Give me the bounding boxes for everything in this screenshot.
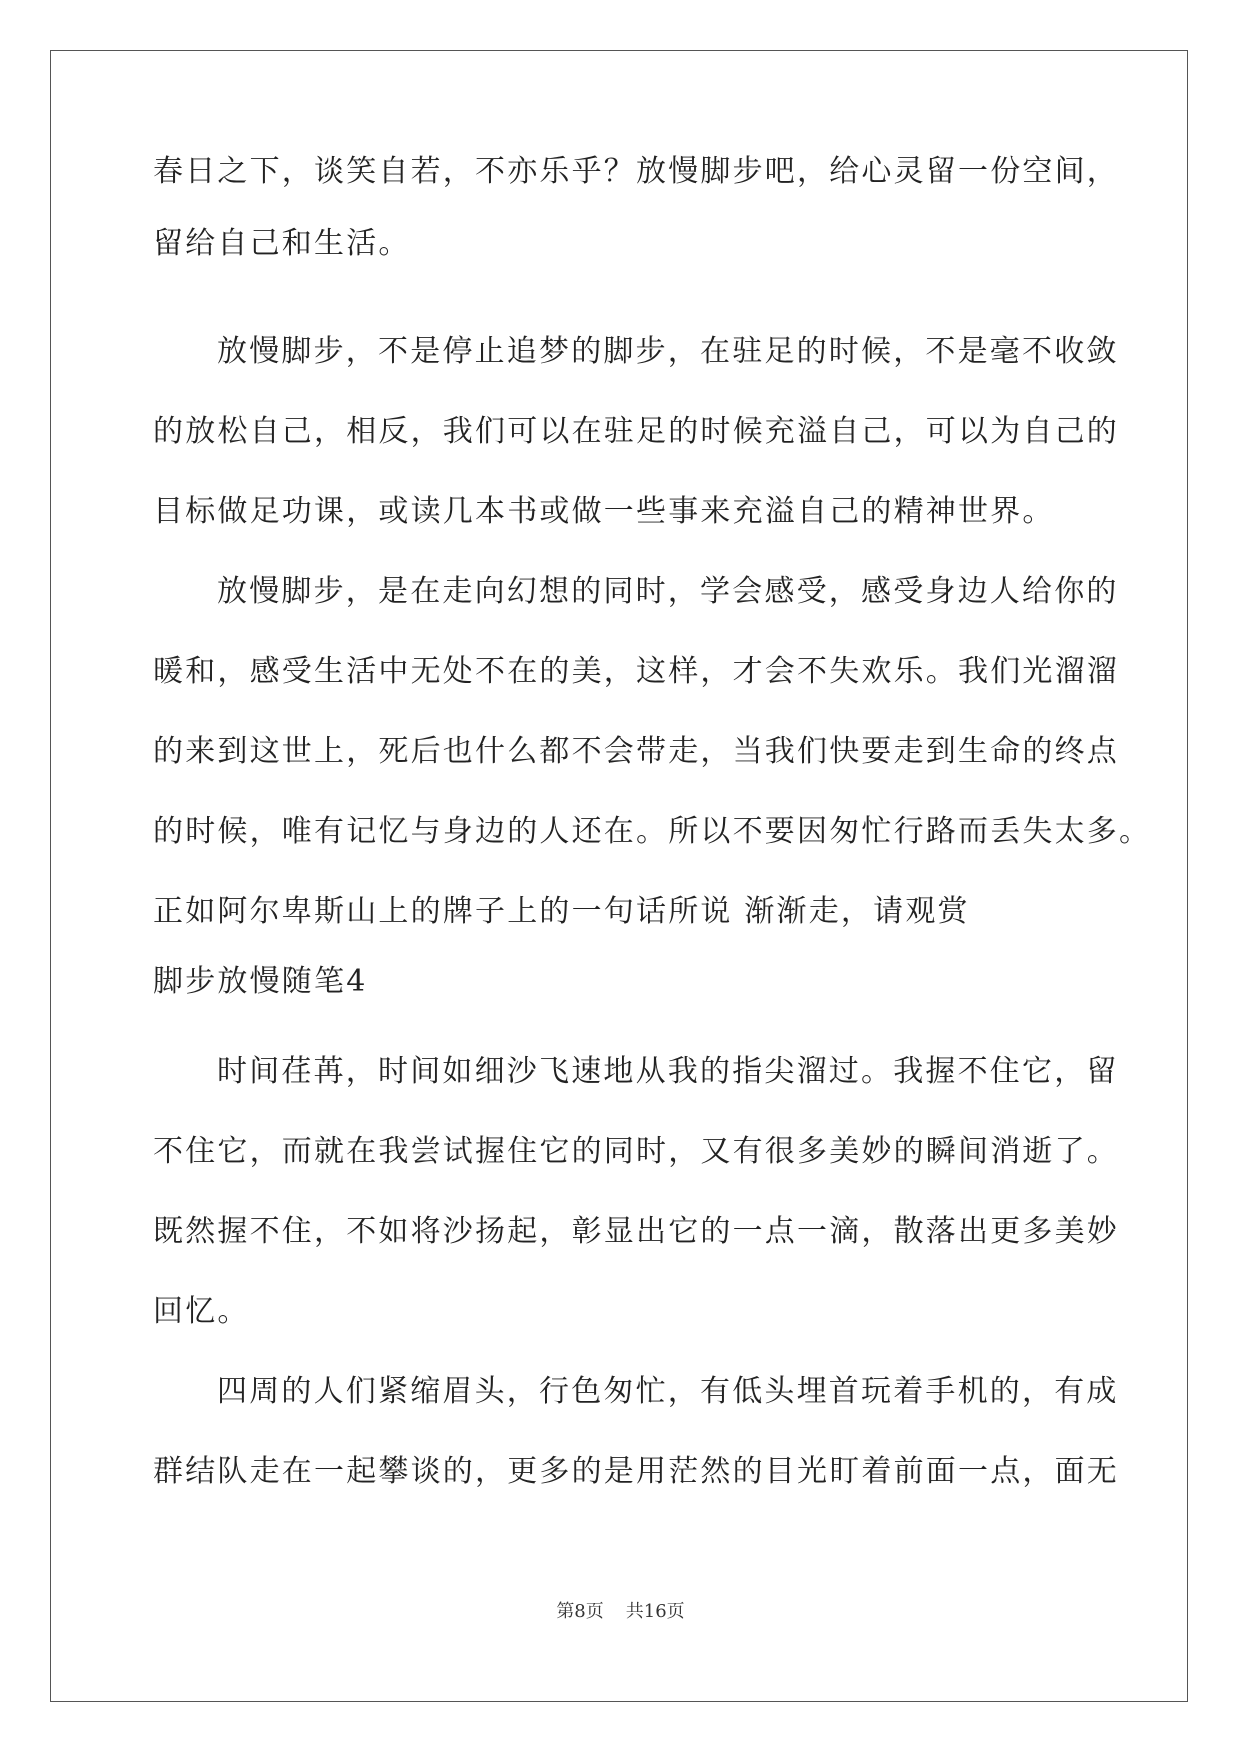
text-line: 留给自己和生活。 <box>153 226 411 261</box>
text-line: 既然握不住，不如将沙扬起，彰显出它的一点一滴，散落出更多美妙 <box>153 1214 1119 1249</box>
text-line: 放慢脚步，是在走向幻想的同时，学会感受，感受身边人给你的 <box>217 574 1119 609</box>
text-line: 的时候，唯有记忆与身边的人还在。所以不要因匆忙行路而丢失太多。 <box>153 814 1152 849</box>
text-line: 春日之下，谈笑自若，不亦乐乎？放慢脚步吧，给心灵留一份空间， <box>153 154 1119 189</box>
page-total: 共16页 <box>625 1601 685 1622</box>
text-line: 群结队走在一起攀谈的，更多的是用茫然的目光盯着前面一点，面无 <box>153 1454 1119 1489</box>
section-heading: 脚步放慢随笔4 <box>153 964 368 999</box>
text-line: 回忆。 <box>153 1294 250 1329</box>
page-footer <box>0 1600 1241 1624</box>
text-line: 放慢脚步，不是停止追梦的脚步，在驻足的时候，不是毫不收敛 <box>217 334 1119 369</box>
text-line: 四周的人们紧缩眉头，行色匆忙，有低头埋首玩着手机的，有成 <box>217 1374 1119 1409</box>
text-line: 的放松自己，相反，我们可以在驻足的时候充溢自己，可以为自己的 <box>153 414 1119 449</box>
text-line: 目标做足功课，或读几本书或做一些事来充溢自己的精神世界。 <box>153 494 1055 529</box>
text-line: 的来到这世上，死后也什么都不会带走，当我们快要走到生命的终点 <box>153 734 1119 769</box>
text-line: 不住它，而就在我尝试握住它的同时，又有很多美妙的瞬间消逝了。 <box>153 1134 1119 1169</box>
text-line: 正如阿尔卑斯山上的牌子上的一句话所说 渐渐走，请观赏 <box>153 894 970 929</box>
page-number: 第8页 <box>556 1601 604 1622</box>
text-line: 时间荏苒，时间如细沙飞速地从我的指尖溜过。我握不住它，留 <box>217 1054 1119 1089</box>
text-line: 暖和，感受生活中无处不在的美，这样，才会不失欢乐。我们光溜溜 <box>153 654 1119 689</box>
